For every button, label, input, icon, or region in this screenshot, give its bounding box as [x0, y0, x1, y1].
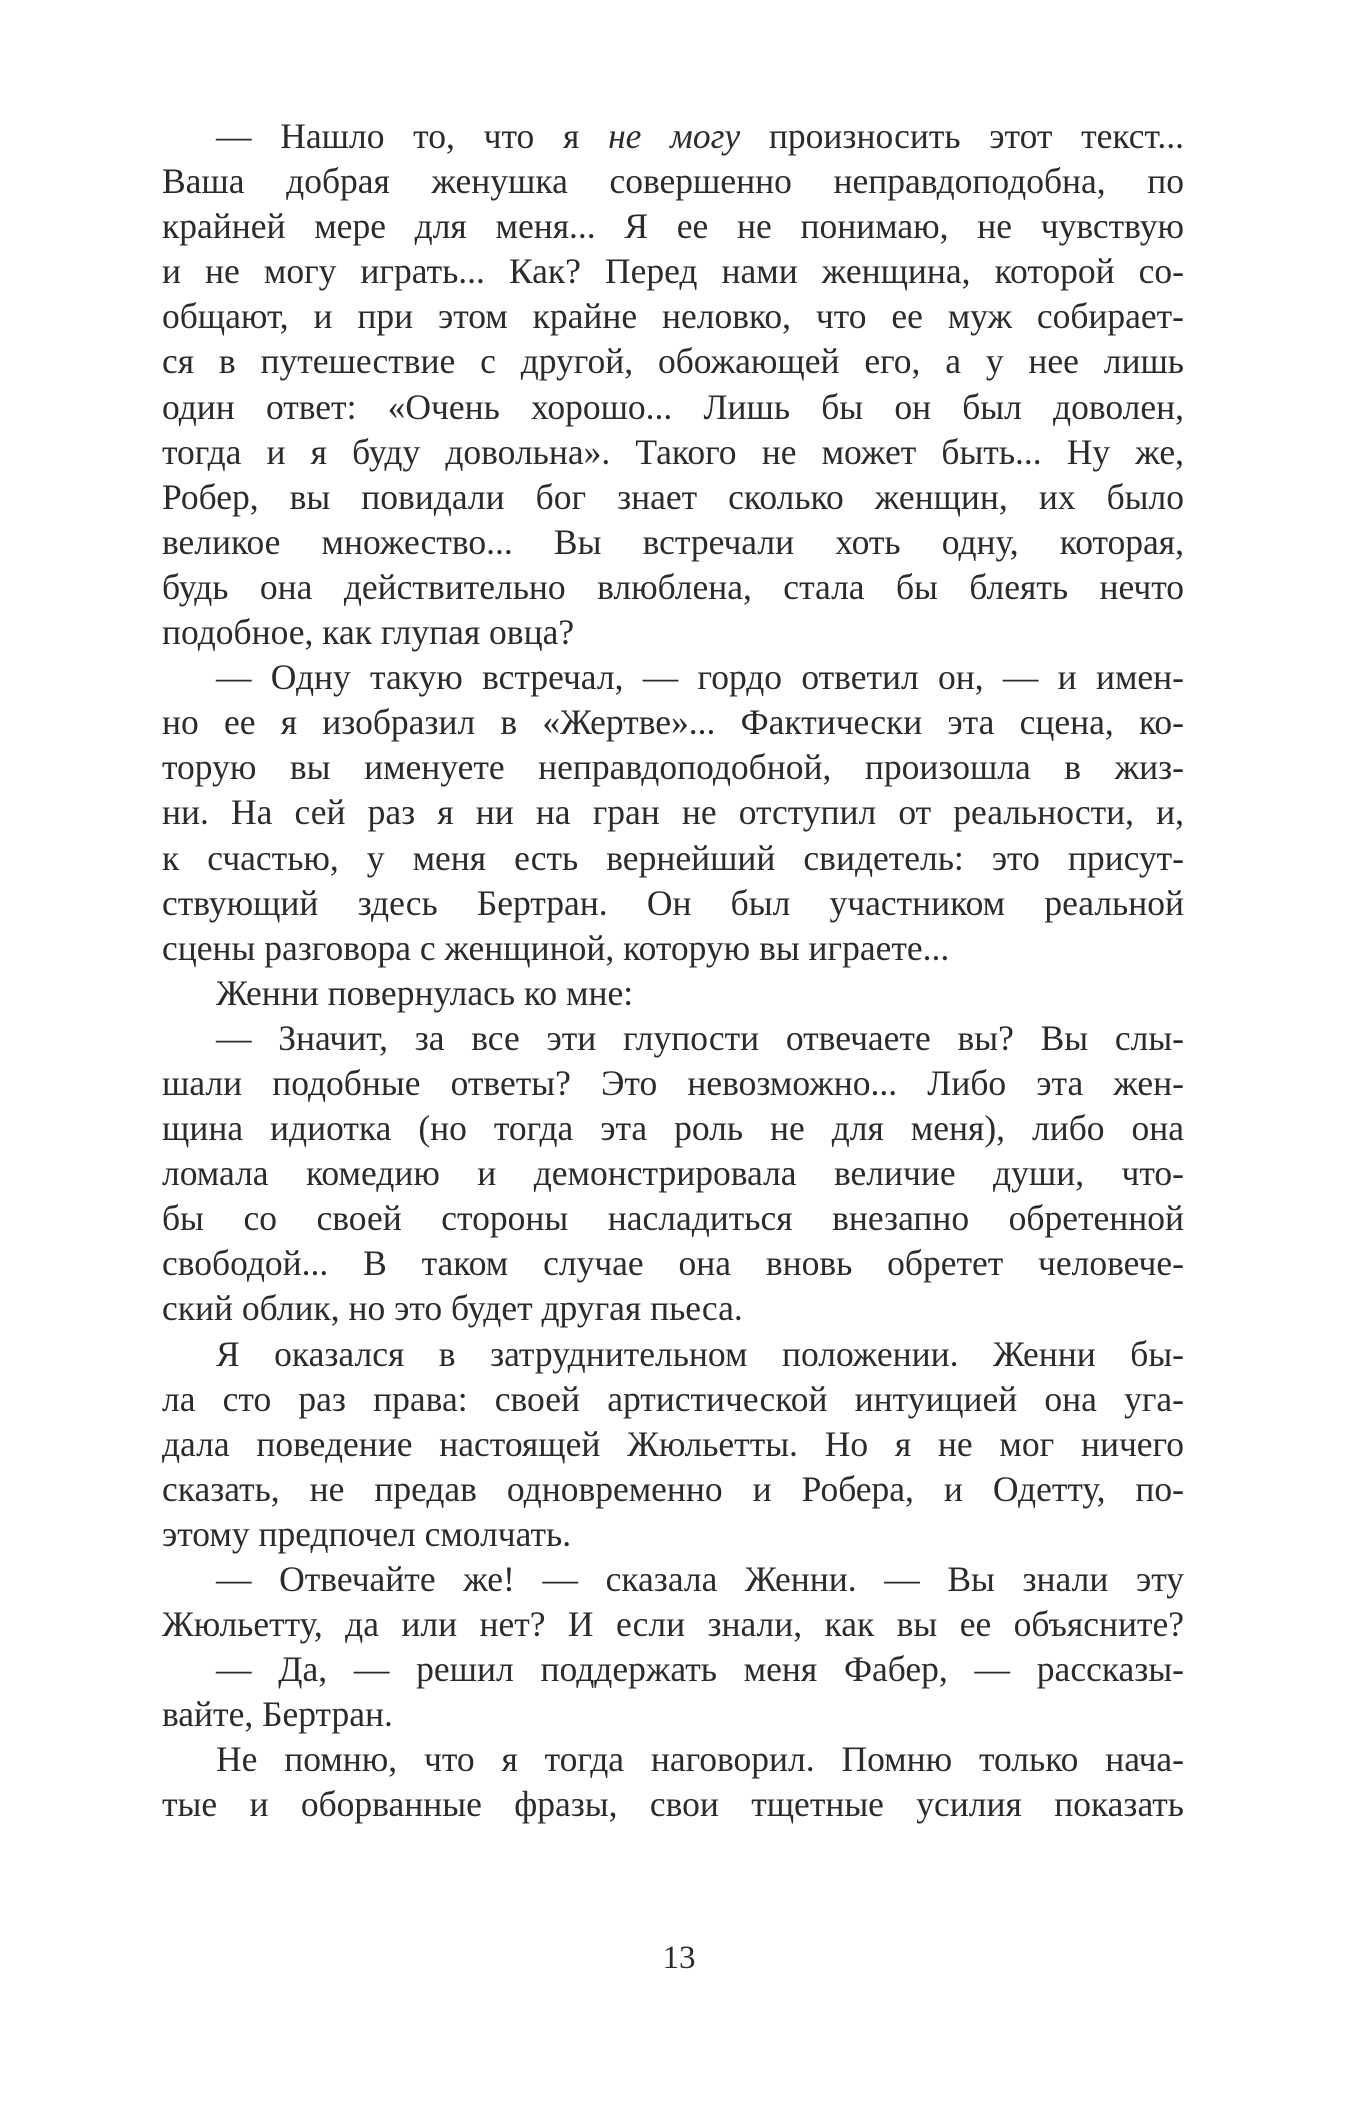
text-line: [162, 475, 1184, 520]
text-line: [162, 1106, 1184, 1151]
text-line: [162, 1647, 1184, 1692]
text-segment: Робер, вы повидали бог знает сколько женщин, их было: [162, 476, 1184, 517]
text-segment: торую вы именуете неправдоподобной, произошла в жиз-: [162, 747, 1184, 788]
text-segment: — Нашло то, что я: [216, 116, 609, 156]
text-segment: сказать, не предав одновременно и Робера, и Одетту, по-: [162, 1468, 1184, 1509]
text-line: [162, 1151, 1184, 1196]
body-text: [162, 114, 1184, 1828]
text-line: [162, 1602, 1184, 1647]
text-segment: один ответ: «Очень хорошо... Лишь бы он был доволен,: [162, 386, 1184, 427]
text-segment: — Отвечайте же! — сказала Женни. — Вы знали эту: [216, 1559, 1184, 1599]
text-line: [162, 430, 1184, 475]
text-segment: Не помню, что я тогда наговорил. Помню только нача-: [216, 1739, 1184, 1780]
text-segment: бы со своей стороны насладиться внезапно обретенной: [162, 1198, 1184, 1239]
text-segment: и не могу играть... Как? Перед нами женщина, которой со-: [162, 251, 1184, 292]
text-line: [162, 520, 1184, 565]
text-segment: шали подобные ответы? Это невозможно... Либо эта жен-: [162, 1062, 1184, 1103]
text-line: [162, 1692, 1184, 1737]
text-segment: ла сто раз права: своей артистической интуицией она уга-: [162, 1378, 1184, 1419]
text-line: [162, 700, 1184, 745]
text-segment: крайней мере для меня... Я ее не понимаю, не чувствую: [162, 206, 1184, 247]
emphasis-text: не могу: [608, 116, 741, 156]
text-segment: Женни повернулась ко мне:: [216, 972, 634, 1013]
text-segment: ломала комедию и демонстрировала величие души, что-: [162, 1153, 1184, 1194]
text-line: [162, 610, 1184, 655]
text-line: [162, 1782, 1184, 1827]
text-segment: к счастью, у меня есть вернейший свидетель: это присут-: [162, 837, 1184, 878]
text-segment: Жюльетту, да или нет? И если знали, как вы ее объясните?: [162, 1604, 1184, 1645]
text-segment: вайте, Бертран.: [162, 1694, 393, 1735]
page-number: 13: [662, 1940, 696, 1976]
text-segment: великое множество... Вы встречали хоть одну, которая,: [162, 521, 1184, 562]
text-segment: ствующий здесь Бертран. Он был участником реальной: [162, 882, 1184, 923]
text-line: [162, 836, 1184, 881]
text-line: [162, 1286, 1184, 1331]
text-segment: дала поведение настоящей Жюльетты. Но я не мог ничего: [162, 1423, 1184, 1464]
text-segment: — Значит, за все эти глупости отвечаете вы? Вы слы-: [216, 1017, 1184, 1058]
text-line: [162, 1557, 1184, 1602]
text-segment: щина идиотка (но тогда эта роль не для меня), либо она: [162, 1108, 1184, 1149]
text-line: [162, 1467, 1184, 1512]
text-segment: подобное, как глупая овца?: [162, 612, 575, 653]
text-line: [162, 1737, 1184, 1782]
text-segment: — Одну такую встречал, — гордо ответил он, — и имен-: [216, 657, 1184, 698]
text-line: [162, 971, 1184, 1016]
text-line: [162, 1016, 1184, 1061]
text-line: [162, 790, 1184, 835]
text-line: [162, 1422, 1184, 1467]
text-segment: но ее я изобразил в «Жертве»... Фактически эта сцена, ко-: [162, 702, 1184, 743]
text-line: [162, 114, 1184, 159]
text-line: [162, 926, 1184, 971]
text-segment: тые и оборванные фразы, свои тщетные усилия показать: [162, 1784, 1184, 1825]
text-line: [162, 1241, 1184, 1286]
text-line: [162, 1332, 1184, 1377]
text-line: [162, 745, 1184, 790]
text-line: [162, 204, 1184, 249]
text-segment: произносить этот текст...: [740, 116, 1184, 156]
text-line: [162, 565, 1184, 610]
text-line: [162, 1196, 1184, 1241]
text-line: [162, 1512, 1184, 1557]
text-line: [162, 339, 1184, 384]
text-line: [162, 249, 1184, 294]
text-segment: будь она действительно влюблена, стала бы блеять нечто: [162, 566, 1184, 607]
text-segment: общают, и при этом крайне неловко, что ее муж собирает-: [162, 296, 1184, 337]
text-segment: Ваша добрая женушка совершенно неправдоподобна, по: [162, 161, 1184, 202]
text-segment: Я оказался в затруднительном положении. Женни бы-: [216, 1333, 1184, 1374]
text-line: [162, 881, 1184, 926]
text-segment: ни. На сей раз я ни на гран не отступил от реальности, и,: [162, 792, 1184, 833]
text-line: [162, 1377, 1184, 1422]
text-line: [162, 1061, 1184, 1106]
text-segment: этому предпочел смолчать.: [162, 1513, 572, 1554]
text-line: [162, 294, 1184, 339]
text-segment: ский облик, но это будет другая пьеса.: [162, 1288, 743, 1329]
text-segment: — Да, — решил поддержать меня Фабер, — рассказы-: [216, 1649, 1184, 1690]
text-segment: свободой... В таком случае она вновь обретет человече-: [162, 1243, 1184, 1284]
text-line: [162, 385, 1184, 430]
text-segment: тогда и я буду довольна». Такого не может быть... Ну же,: [162, 431, 1184, 472]
text-segment: ся в путешествие с другой, обожающей его, а у нее лишь: [162, 341, 1184, 382]
text-line: [162, 655, 1184, 700]
text-line: [162, 159, 1184, 204]
text-segment: сцены разговора с женщиной, которую вы играете...: [162, 927, 950, 968]
